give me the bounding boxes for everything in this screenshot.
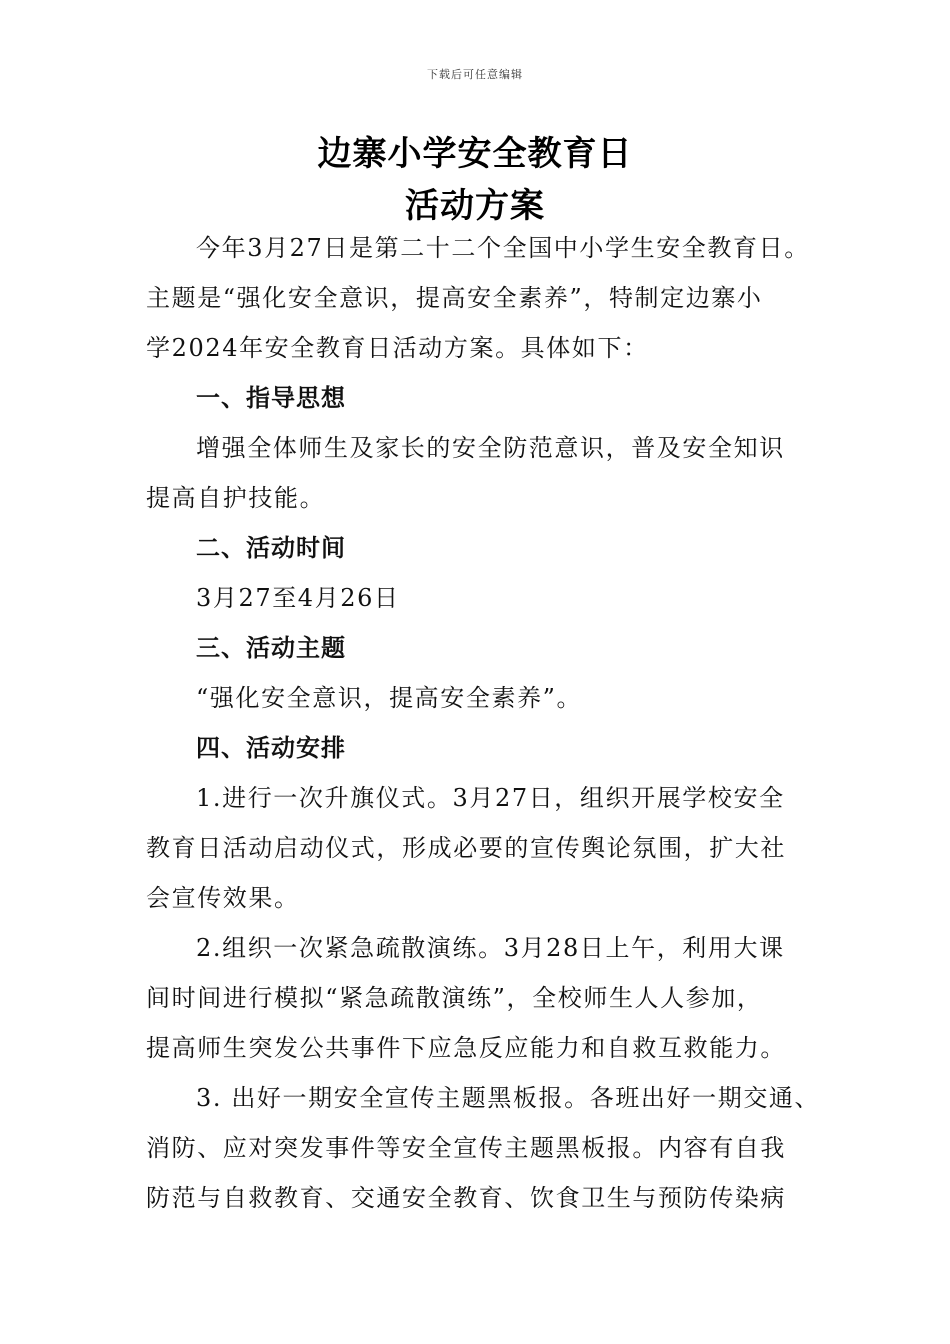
item3-line-3: 防范与自救教育、交通安全教育、饮食卫生与预防传染病 <box>146 1184 786 1212</box>
item2-line-2: 间时间进行模拟“紧急疏散演练”，全校师生人人参加， <box>146 984 763 1012</box>
section1-line-1: 增强全体师生及家长的安全防范意识，普及安全知识 <box>196 434 785 462</box>
header-note: 下载后可任意编辑 <box>427 68 523 81</box>
section-heading-activity-theme: 三、活动主题 <box>196 634 346 662</box>
section1-line-2: 提高自护技能。 <box>146 484 326 512</box>
document-title-line-1: 边寨小学安全教育日 <box>317 134 633 174</box>
section-heading-guiding-thought: 一、指导思想 <box>196 384 346 412</box>
item1-line-3: 会宣传效果。 <box>146 884 300 912</box>
item1-line-1: 1.进行一次升旗仪式。3月27日，组织开展学校安全 <box>196 784 785 812</box>
item3-line-2: 消防、应对突发事件等安全宣传主题黑板报。内容有自我 <box>146 1134 786 1162</box>
section-heading-activity-time: 二、活动时间 <box>196 534 346 562</box>
item2-line-1: 2.组织一次紧急疏散演练。3月28日上午，利用大课 <box>196 934 785 962</box>
document-title-line-2: 活动方案 <box>405 186 545 226</box>
intro-line-1: 今年3月27日是第二十二个全国中小学生安全教育日。 <box>196 234 810 262</box>
item2-line-3: 提高师生突发公共事件下应急反应能力和自救互救能力。 <box>146 1034 786 1062</box>
section2-line-1: 3月27至4月26日 <box>196 584 400 612</box>
section3-line-1: “强化安全意识，提高安全素养”。 <box>196 684 583 712</box>
item1-line-2: 教育日活动启动仪式，形成必要的宣传舆论氛围，扩大社 <box>146 834 786 862</box>
item3-line-1: 3. 出好一期安全宣传主题黑板报。各班出好一期交通、 <box>196 1084 821 1112</box>
section-heading-activity-arrangement: 四、活动安排 <box>196 734 346 762</box>
intro-line-2: 主题是“强化安全意识，提高安全素养”，特制定边寨小 <box>146 284 763 312</box>
intro-line-3: 学2024年安全教育日活动方案。具体如下： <box>146 334 649 362</box>
